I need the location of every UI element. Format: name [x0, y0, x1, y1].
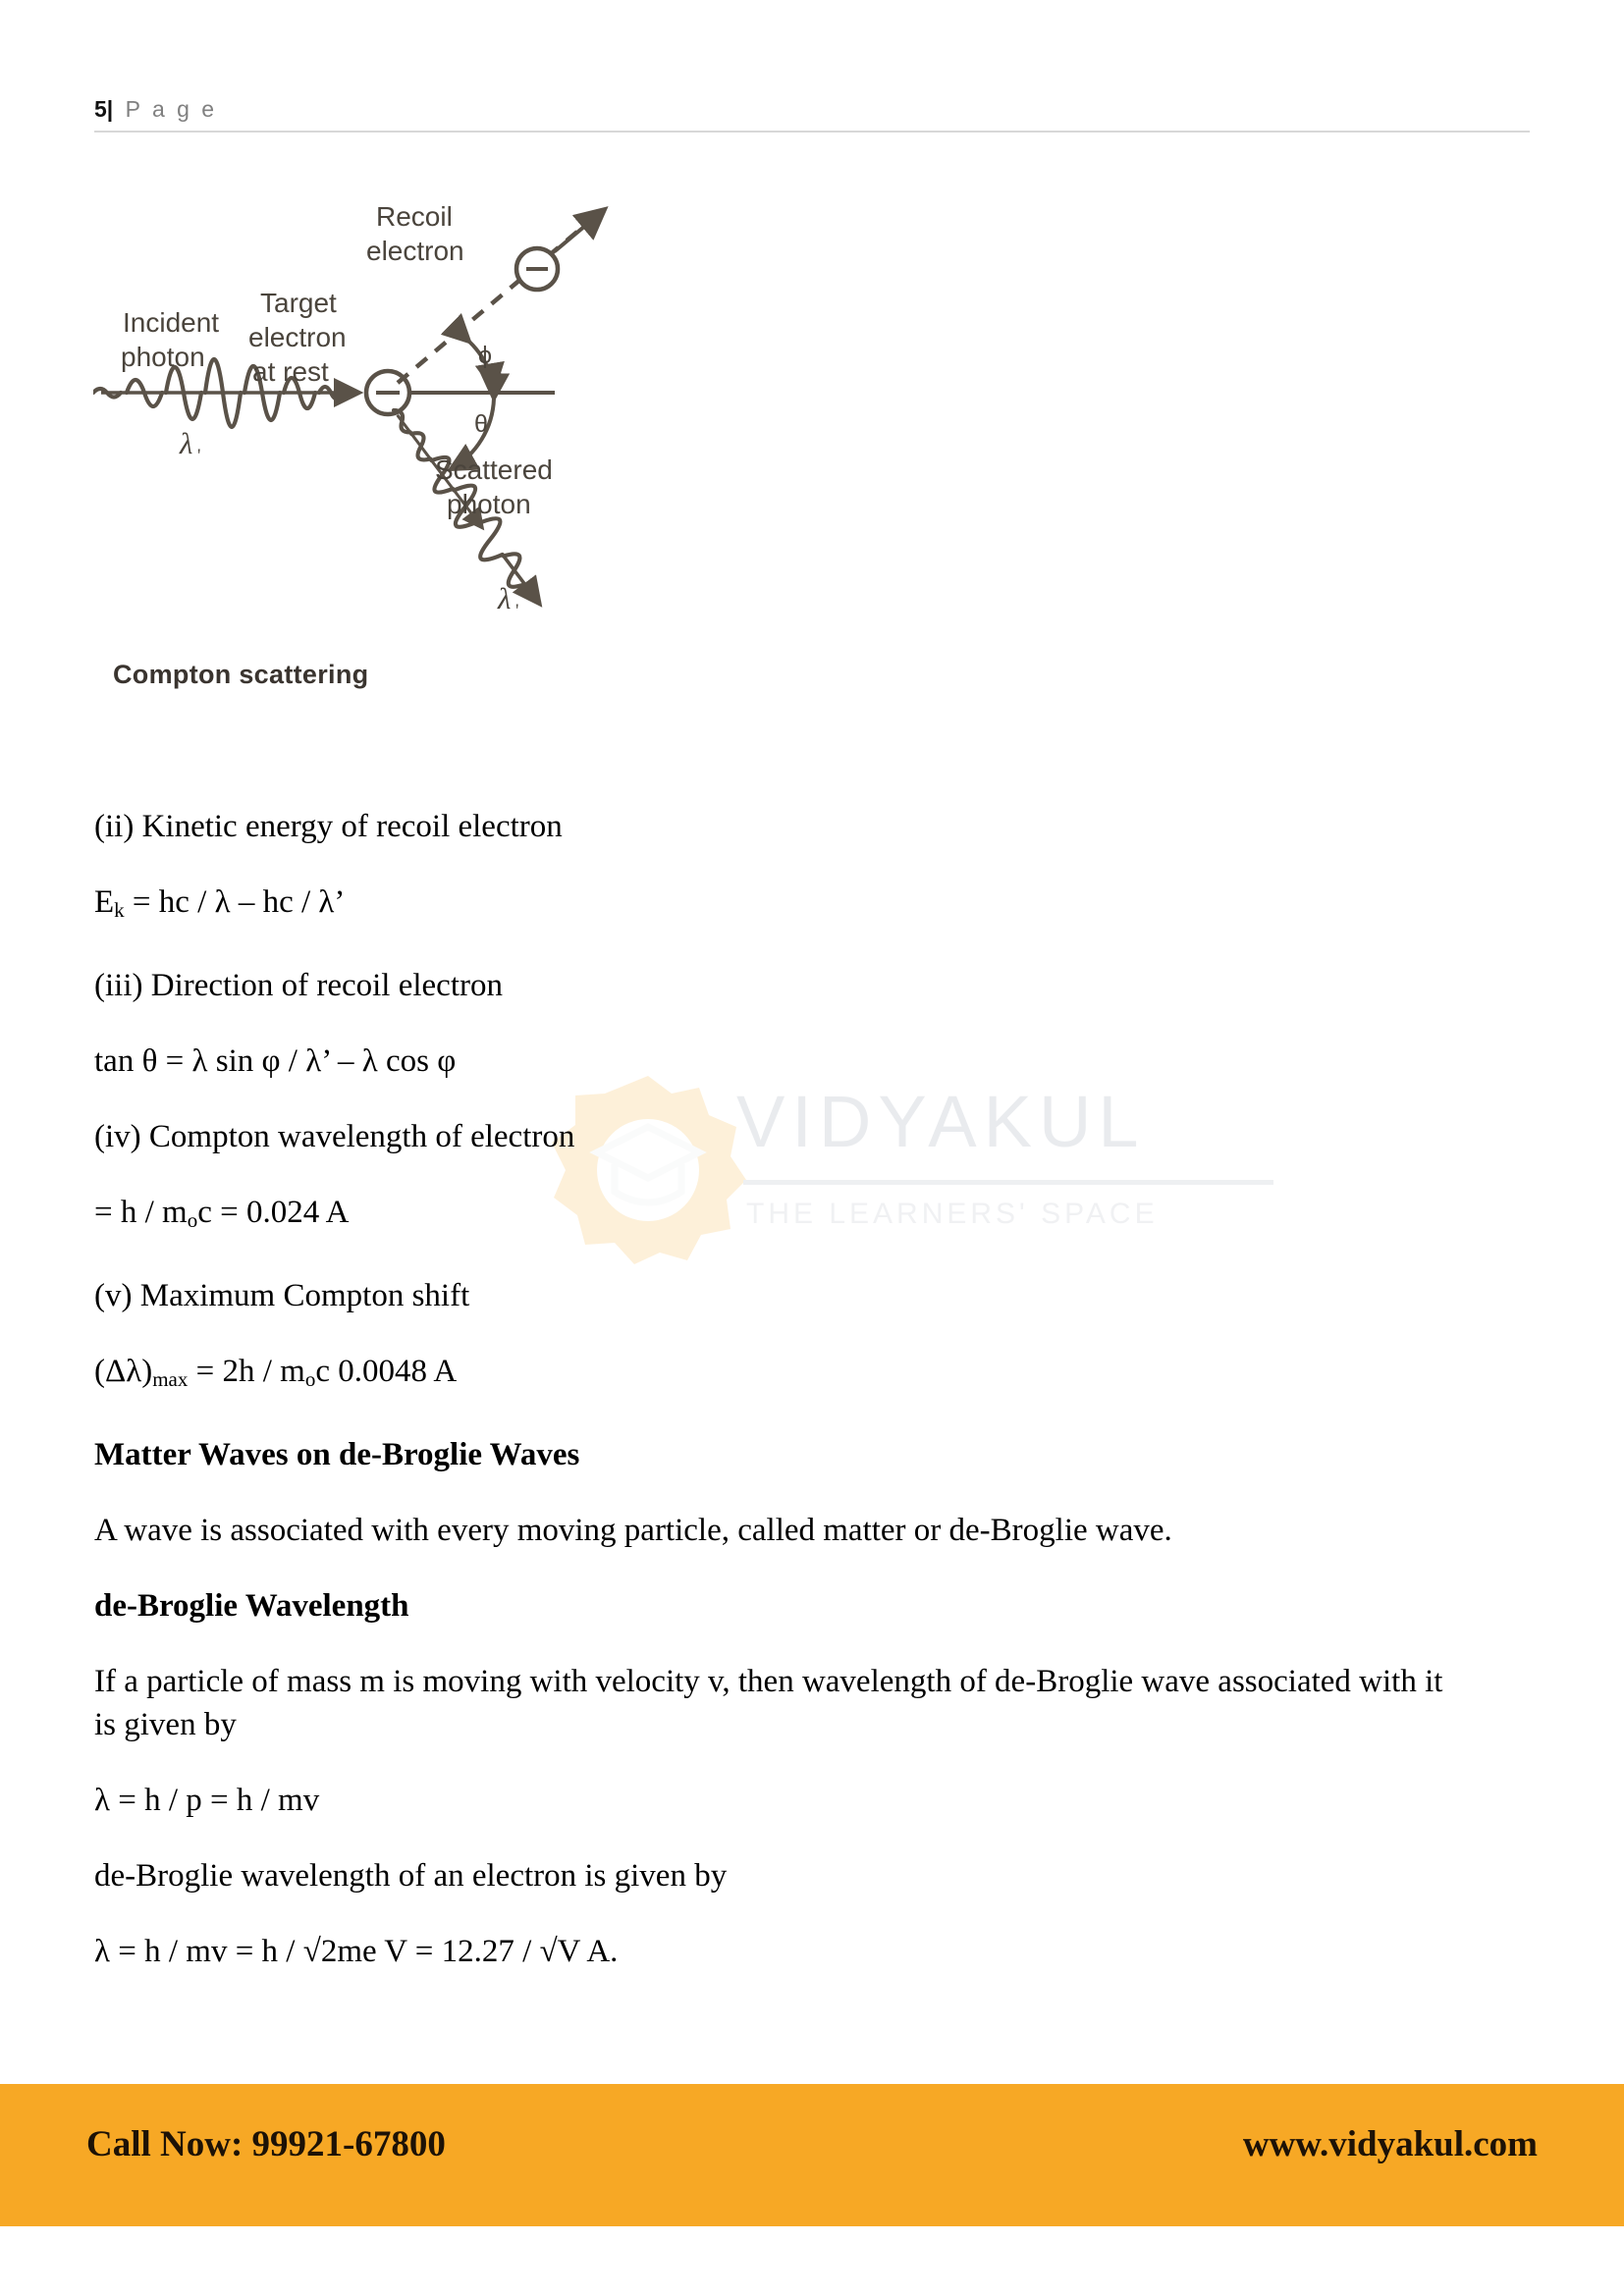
formula-shift-subscript-max: max [152, 1367, 189, 1391]
incident-photon-label-line2: photon [121, 342, 205, 372]
formula-ek-prefix: E [94, 884, 115, 920]
page-number: 5 [94, 96, 107, 122]
paragraph-electron-wavelength: de-Broglie wavelength of an electron is given by [94, 1858, 728, 1894]
target-electron-label-line1: Target [260, 288, 337, 318]
recoil-electron-label-line1: Recoil [376, 201, 453, 232]
target-electron-label-line2: electron [248, 322, 347, 352]
scattered-photon-label-line2: photon [447, 489, 531, 519]
list-item-ii: (ii) Kinetic energy of recoil electron [94, 809, 563, 844]
list-item-iii: (iii) Direction of recoil electron [94, 968, 503, 1003]
footer-website-link[interactable]: www.vidyakul.com [1242, 2124, 1538, 2164]
watermark-word: VIDYAKUL [736, 1081, 1146, 1162]
svg-text:': ' [197, 446, 201, 466]
formula-shift-prefix: (Δλ) [94, 1354, 153, 1389]
formula-kinetic-energy [94, 881, 1469, 932]
formula-shift-rest: c 0.0048 A [315, 1354, 458, 1389]
target-electron-label-line3: at rest [252, 356, 329, 387]
formula-compton-prefix: = h / m [94, 1195, 188, 1230]
watermark-tagline: THE LEARNERS' SPACE [746, 1198, 1159, 1230]
list-item-iv: (iv) Compton wavelength of electron [94, 1119, 575, 1154]
scattered-photon-label-line1: Scattered [435, 454, 553, 485]
footer-call-now: Call Now: 99921-67800 [86, 2124, 446, 2164]
incident-photon-label-line1: Incident [123, 307, 220, 338]
paragraph-matter-waves: A wave is associated with every moving particle, called matter or de-Broglie wave. [94, 1513, 1172, 1548]
formula-ek-rest: = hc / λ – hc / λ’ [124, 884, 346, 920]
heading-matter-waves: Matter Waves on de-Broglie Waves [94, 1437, 580, 1472]
lambda-incident-label: λ [180, 426, 193, 460]
page-header-separator: | [106, 96, 117, 122]
formula-tan-theta: tan θ = λ sin φ / λ’ – λ cos φ [94, 1043, 457, 1079]
page-header-text [94, 94, 1530, 124]
paragraph-de-broglie-wavelength: If a particle of mass m is moving with velocity v, then wavelength of de-Broglie wave associated with it is given by [94, 1664, 1451, 1742]
document-body [94, 805, 1469, 2005]
formula-shift-mid: = 2h / m [188, 1354, 305, 1389]
svg-text:': ' [515, 601, 519, 621]
formula-lambda-h-p: λ = h / p = h / mv [94, 1783, 320, 1818]
formula-max-compton-shift [94, 1350, 1469, 1401]
figure-caption: Compton scattering [113, 660, 369, 689]
formula-shift-subscript-o: o [304, 1367, 316, 1391]
recoil-electron-label-line2: electron [366, 236, 464, 266]
svg-text:θ: θ [474, 410, 488, 438]
formula-compton-subscript: o [187, 1208, 198, 1232]
compton-scattering-diagram [93, 187, 781, 697]
compton-scattering-figure [93, 187, 781, 756]
header-divider [94, 131, 1530, 133]
formula-compton-wavelength [94, 1191, 1469, 1242]
list-item-v: (v) Maximum Compton shift [94, 1278, 470, 1313]
formula-lambda-final: λ = h / mv = h / √2me V = 12.27 / √V A. [94, 1934, 619, 1969]
formula-ek-subscript: k [114, 898, 125, 922]
heading-de-broglie-wavelength: de-Broglie Wavelength [94, 1588, 409, 1624]
formula-compton-rest: c = 0.024 A [197, 1195, 350, 1230]
svg-text:ϕ: ϕ [478, 342, 493, 369]
lambda-scattered-label: λ [498, 581, 512, 615]
footer-bar [0, 2084, 1624, 2226]
page-label: P a g e [125, 96, 218, 122]
